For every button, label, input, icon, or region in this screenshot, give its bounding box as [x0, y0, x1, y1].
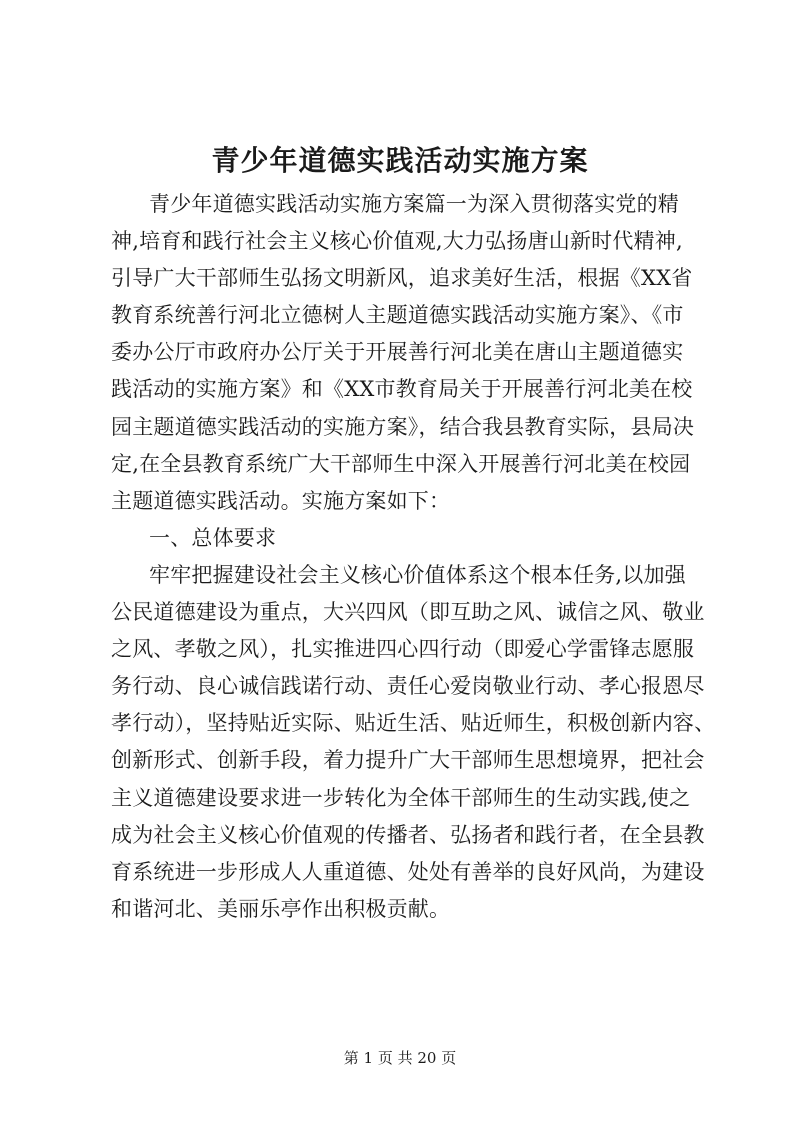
text-line: 和谐河北、美丽乐亭作出积极贡献。: [111, 896, 451, 921]
text-line: 孝行动），坚持贴近实际、贴近生活、贴近师生，积极创新内容、: [111, 711, 716, 736]
text-line: 成为社会主义核心价值观的传播者、弘扬者和践行者，在全县教: [111, 822, 705, 847]
text-line: 务行动、良心诚信践诺行动、责任心爱岗敬业行动、孝心报恩尽: [111, 674, 705, 699]
text-line: 青少年道德实践活动实施方案篇一为深入贯彻落实党的精: [149, 192, 679, 216]
text-line: 公民道德建设为重点，大兴四风（即互助之风、诚信之风、敬业: [111, 600, 705, 625]
text-line: 神,培育和践行社会主义核心价值观,大力弘扬唐山新时代精神,: [111, 229, 683, 254]
section-heading: 一、总体要求: [149, 525, 277, 550]
text-line: 主题道德实践活动。实施方案如下：: [111, 488, 451, 513]
text-line: 牢牢把握建设社会主义核心价值体系这个根本任务,以加强: [149, 562, 686, 587]
document-title: 青少年道德实践活动实施方案: [211, 144, 589, 177]
text-line: 践活动的实施方案》和《XX市教育局关于开展善行河北美在校: [111, 377, 693, 402]
text-line: 委办公厅市政府办公厅关于开展善行河北美在唐山主题道德实: [111, 340, 684, 365]
text-line: 引导广大干部师生弘扬文明新风，追求美好生活，根据《XX省: [111, 266, 693, 291]
text-line: 创新形式、创新手段，着力提升广大干部师生思想境界，把社会: [111, 748, 705, 773]
text-line: 园主题道德实践活动的实施方案》，结合我县教育实际，县局决: [111, 414, 695, 439]
text-line: 主义道德建设要求进一步转化为全体干部师生的生动实践,使之: [111, 785, 691, 810]
document-body: [111, 186, 716, 928]
text-line: 育系统进一步形成人人重道德、处处有善举的良好风尚，为建设: [111, 859, 705, 884]
text-line: 教育系统善行河北立德树人主题道德实践活动实施方案》、《市: [111, 303, 684, 328]
text-line: 之风、孝敬之风），扎实推进四心四行动（即爱心学雷锋志愿服: [111, 637, 695, 662]
text-line: 定,在全县教育系统广大干部师生中深入开展善行河北美在校园: [111, 451, 691, 476]
page-footer: 第 1 页 共 20 页: [343, 1049, 457, 1067]
